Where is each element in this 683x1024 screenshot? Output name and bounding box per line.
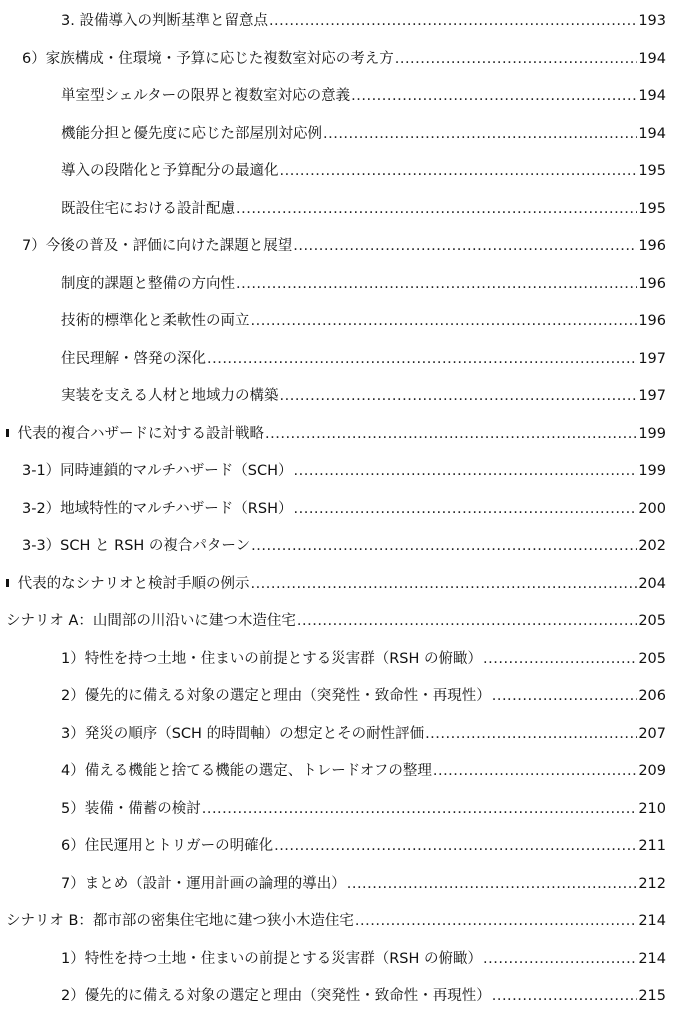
dot-leader bbox=[323, 116, 637, 154]
toc-entry-title: 7）まとめ（設計・運用計画の論理的導出） bbox=[61, 875, 346, 892]
toc-entry-title: 6）住民運用とトリガーの明確化 bbox=[61, 838, 274, 854]
dot-leader bbox=[236, 266, 637, 304]
toc-entry[interactable] bbox=[0, 153, 683, 191]
toc-entry[interactable] bbox=[0, 416, 683, 454]
toc-entry-page: 199 bbox=[638, 425, 666, 442]
dot-leader bbox=[425, 716, 637, 754]
toc-entry-page: 214 bbox=[638, 913, 666, 929]
toc-entry-page: 197 bbox=[638, 388, 666, 404]
table-of-contents bbox=[0, 3, 683, 1016]
dot-leader bbox=[351, 78, 637, 116]
toc-entry-title: シナリオ B：都市部の密集住宅地に建つ狭小木造住宅 bbox=[6, 913, 354, 929]
toc-entry[interactable] bbox=[0, 116, 683, 154]
dot-leader bbox=[202, 791, 638, 829]
toc-entry-page: 207 bbox=[638, 725, 666, 742]
dot-leader bbox=[492, 978, 638, 1016]
dot-leader bbox=[236, 191, 637, 229]
toc-entry-page: 205 bbox=[638, 613, 666, 629]
toc-entry-page: 212 bbox=[638, 875, 666, 892]
toc-entry[interactable] bbox=[0, 378, 683, 416]
toc-entry-page: 195 bbox=[638, 200, 666, 217]
toc-entry-title: 実装を支える人材と地域力の構築 bbox=[61, 388, 279, 404]
toc-entry[interactable] bbox=[0, 228, 683, 266]
toc-entry-title: 代表的複合ハザードに対する設計戦略 bbox=[17, 425, 265, 442]
toc-entry-page: 197 bbox=[638, 350, 666, 367]
toc-entry-page: 200 bbox=[638, 500, 666, 517]
toc-entry-page: 209 bbox=[638, 763, 666, 779]
toc-entry-page: 215 bbox=[638, 988, 666, 1004]
toc-entry[interactable] bbox=[0, 828, 683, 866]
dot-leader bbox=[395, 41, 638, 79]
dot-leader bbox=[294, 453, 638, 491]
toc-entry-page: 196 bbox=[638, 313, 666, 329]
dot-leader bbox=[207, 341, 637, 379]
toc-entry[interactable] bbox=[0, 978, 683, 1016]
square-bullet-icon bbox=[6, 429, 9, 437]
toc-entry[interactable] bbox=[0, 453, 683, 491]
toc-entry-page: 202 bbox=[638, 538, 666, 554]
toc-entry[interactable] bbox=[0, 303, 683, 341]
dot-leader bbox=[355, 903, 637, 941]
toc-entry-title: シナリオ A：山間部の川沿いに建つ木造住宅 bbox=[6, 613, 296, 629]
toc-entry-title: 機能分担と優先度に応じた部屋別対応例 bbox=[61, 125, 322, 142]
toc-entry-title: 1）特性を持つ土地・住まいの前提とする災害群（RSH の俯瞰） bbox=[61, 650, 483, 667]
toc-entry-page: 211 bbox=[638, 838, 666, 854]
toc-entry[interactable] bbox=[0, 528, 683, 566]
toc-entry[interactable] bbox=[0, 753, 683, 791]
toc-entry[interactable] bbox=[0, 941, 683, 979]
toc-entry-title: 3-3）SCH と RSH の複合パターン bbox=[22, 538, 251, 554]
toc-entry-title: 3-1）同時連鎖的マルチハザード（SCH） bbox=[22, 463, 293, 479]
dot-leader bbox=[297, 603, 637, 641]
toc-entry-title: 5）装備・備蓄の検討 bbox=[61, 800, 201, 817]
toc-entry-title: 3）発災の順序（SCH 的時間軸）の想定とその耐性評価 bbox=[61, 725, 425, 742]
dot-leader bbox=[251, 528, 637, 566]
toc-entry-title: 7）今後の普及・評価に向けた課題と展望 bbox=[22, 238, 293, 254]
toc-entry-title: 技術的標準化と柔軟性の両立 bbox=[61, 313, 250, 329]
toc-entry-title: 代表的なシナリオと検討手順の例示 bbox=[17, 575, 250, 592]
toc-entry[interactable] bbox=[0, 266, 683, 304]
toc-entry[interactable] bbox=[0, 3, 683, 41]
toc-entry[interactable] bbox=[0, 491, 683, 529]
toc-entry-title: 制度的課題と整備の方向性 bbox=[61, 275, 235, 292]
dot-leader bbox=[483, 641, 637, 679]
dot-leader bbox=[293, 228, 637, 266]
toc-entry-title: 6）家族構成・住環境・予算に応じた複数室対応の考え方 bbox=[22, 50, 394, 67]
toc-entry-title: 既設住宅における設計配慮 bbox=[61, 200, 235, 217]
dot-leader bbox=[250, 566, 637, 604]
toc-entry[interactable] bbox=[0, 791, 683, 829]
toc-entry[interactable] bbox=[0, 678, 683, 716]
toc-entry-title: 3-2）地域特性的マルチハザード（RSH） bbox=[22, 500, 293, 517]
toc-entry-page: 196 bbox=[638, 238, 666, 254]
toc-entry-title: 2）優先的に備える対象の選定と理由（突発性・致命性・再現性） bbox=[61, 688, 491, 704]
dot-leader bbox=[265, 416, 637, 454]
toc-entry-title: 4）備える機能と捨てる機能の選定、トレードオフの整理 bbox=[61, 763, 432, 779]
toc-entry[interactable] bbox=[0, 566, 683, 604]
toc-entry-page: 196 bbox=[638, 275, 666, 292]
toc-entry[interactable] bbox=[0, 903, 683, 941]
toc-entry-page: 194 bbox=[638, 125, 666, 142]
toc-entry-page: 199 bbox=[638, 463, 666, 479]
toc-entry-page: 205 bbox=[638, 650, 666, 667]
toc-entry-page: 194 bbox=[638, 88, 666, 104]
toc-entry[interactable] bbox=[0, 603, 683, 641]
toc-entry[interactable] bbox=[0, 641, 683, 679]
dot-leader bbox=[280, 153, 638, 191]
toc-entry[interactable] bbox=[0, 716, 683, 754]
dot-leader bbox=[294, 491, 638, 529]
dot-leader bbox=[347, 866, 638, 904]
toc-entry-title: 1）特性を持つ土地・住まいの前提とする災害群（RSH の俯瞰） bbox=[61, 950, 483, 967]
dot-leader bbox=[492, 678, 638, 716]
toc-entry-page: 210 bbox=[638, 800, 666, 817]
toc-entry[interactable] bbox=[0, 341, 683, 379]
toc-entry-page: 194 bbox=[638, 50, 666, 67]
toc-entry[interactable] bbox=[0, 78, 683, 116]
dot-leader bbox=[433, 753, 637, 791]
toc-entry-title: 3. 設備導入の判断基準と留意点 bbox=[61, 13, 268, 29]
toc-entry[interactable] bbox=[0, 41, 683, 79]
dot-leader bbox=[251, 303, 638, 341]
toc-entry-title: 単室型シェルターの限界と複数室対応の意義 bbox=[61, 88, 351, 104]
dot-leader bbox=[483, 941, 637, 979]
toc-entry-page: 195 bbox=[638, 163, 666, 179]
dot-leader bbox=[280, 378, 638, 416]
toc-entry-page: 193 bbox=[638, 13, 666, 29]
toc-entry-page: 204 bbox=[638, 575, 666, 592]
toc-entry-page: 214 bbox=[638, 950, 666, 967]
dot-leader bbox=[274, 828, 637, 866]
toc-entry-page: 206 bbox=[638, 688, 666, 704]
toc-entry-title: 2）優先的に備える対象の選定と理由（突発性・致命性・再現性） bbox=[61, 988, 491, 1004]
square-bullet-icon bbox=[6, 579, 9, 587]
toc-entry[interactable] bbox=[0, 866, 683, 904]
dot-leader bbox=[269, 3, 637, 41]
toc-entry-title: 住民理解・啓発の深化 bbox=[61, 350, 206, 367]
toc-entry-title: 導入の段階化と予算配分の最適化 bbox=[61, 163, 279, 179]
toc-entry[interactable] bbox=[0, 191, 683, 229]
